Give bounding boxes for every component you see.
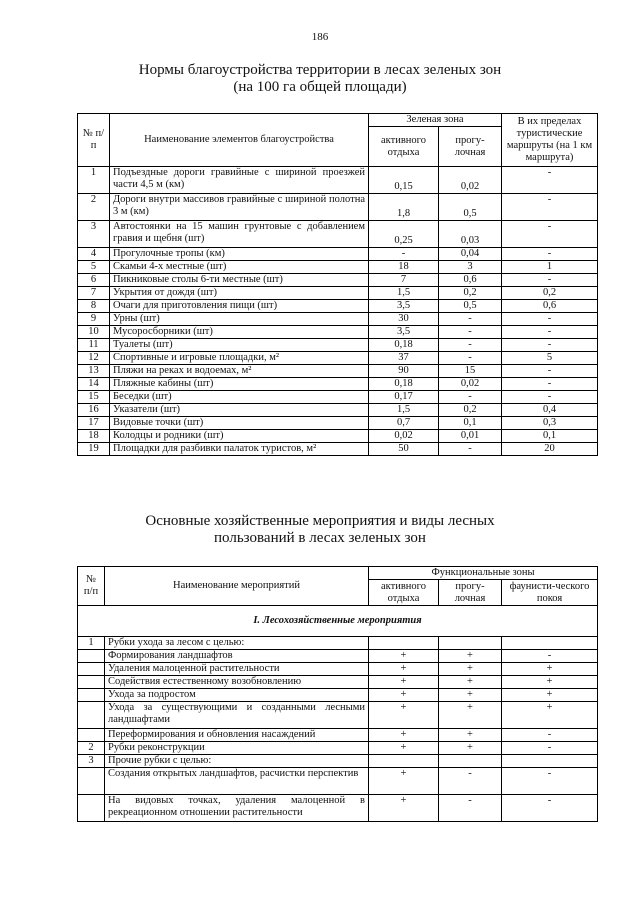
table-row: [78, 637, 598, 650]
table-row: [78, 702, 598, 729]
value-active-rest: 30: [369, 313, 439, 326]
value-active-rest: +: [369, 768, 439, 795]
row-number: 1: [78, 637, 105, 650]
row-number: [78, 676, 105, 689]
row-number: 15: [78, 391, 110, 404]
row-name: Туалеты (шт): [110, 339, 369, 352]
value-walking: +: [439, 663, 502, 676]
value-walking: 3: [439, 261, 502, 274]
table2-header-name: Наименование мероприятий: [105, 567, 369, 606]
value-active-rest: [369, 755, 439, 768]
row-name: Указатели (шт): [110, 404, 369, 417]
value-tourist-route: -: [502, 391, 598, 404]
value-active-rest: 0,02: [369, 430, 439, 443]
value-walking: +: [439, 702, 502, 729]
value-tourist-route: -: [502, 313, 598, 326]
row-number: [78, 768, 105, 795]
value-walking: -: [439, 443, 502, 456]
row-name: Беседки (шт): [110, 391, 369, 404]
table-row: [78, 300, 598, 313]
table-row: [78, 663, 598, 676]
value-fauna-rest: -: [502, 729, 598, 742]
value-active-rest: +: [369, 742, 439, 755]
value-tourist-route: -: [502, 248, 598, 261]
value-active-rest: 1,5: [369, 404, 439, 417]
value-walking: 0,02: [439, 167, 502, 194]
row-name: Скамьи 4-х местные (шт): [110, 261, 369, 274]
row-name: Удаления малоценной растительности: [105, 663, 369, 676]
value-walking: +: [439, 729, 502, 742]
value-walking: 0,1: [439, 417, 502, 430]
value-active-rest: +: [369, 702, 439, 729]
value-walking: 0,04: [439, 248, 502, 261]
row-name: Спортивные и игровые площадки, м²: [110, 352, 369, 365]
value-tourist-route: -: [502, 167, 598, 194]
value-walking: 0,01: [439, 430, 502, 443]
value-tourist-route: -: [502, 274, 598, 287]
row-name: Прогулочные тропы (км): [110, 248, 369, 261]
row-name: Автостоянки на 15 машин грунтовые с добавлением гравия и щебня (шт): [110, 221, 369, 248]
value-tourist-route: 5: [502, 352, 598, 365]
table1-title-line1: Нормы благоустройства территории в лесах зеленых зон: [138, 62, 502, 78]
row-number: [78, 795, 105, 822]
value-fauna-rest: +: [502, 676, 598, 689]
value-active-rest: 1,8: [369, 194, 439, 221]
value-fauna-rest: [502, 637, 598, 650]
row-name: Содействия естественному возобновлению: [105, 676, 369, 689]
table2-title-line1: Основные хозяйственные мероприятия и виды лесных: [145, 513, 495, 529]
value-tourist-route: -: [502, 221, 598, 248]
amenities-norms-table: [77, 113, 598, 456]
row-name: На видовых точках, удаления малоценной в рекреационном отношении растительности: [105, 795, 369, 822]
table1-header-walking: прогу-лочная: [439, 127, 502, 167]
table2-header-active: активного отдыха: [369, 580, 439, 606]
table-row: [78, 430, 598, 443]
value-active-rest: -: [369, 248, 439, 261]
row-number: 10: [78, 326, 110, 339]
table2-header-num: № п/п: [78, 567, 105, 606]
value-walking: -: [439, 313, 502, 326]
value-tourist-route: -: [502, 194, 598, 221]
row-name: Видовые точки (шт): [110, 417, 369, 430]
table-row: [78, 261, 598, 274]
value-active-rest: 0,15: [369, 167, 439, 194]
row-number: 2: [78, 194, 110, 221]
value-active-rest: 37: [369, 352, 439, 365]
row-number: 1: [78, 167, 110, 194]
row-number: 6: [78, 274, 110, 287]
value-active-rest: +: [369, 663, 439, 676]
row-name: Очаги для приготовления пищи (шт): [110, 300, 369, 313]
value-walking: -: [439, 352, 502, 365]
value-active-rest: 0,25: [369, 221, 439, 248]
value-active-rest: +: [369, 676, 439, 689]
table2-section-title: I. Лесохозяйственные мероприятия: [78, 606, 598, 637]
value-tourist-route: 20: [502, 443, 598, 456]
table2-header-functional-zones: Функциональные зоны: [369, 567, 598, 580]
value-walking: 0,2: [439, 287, 502, 300]
value-active-rest: 7: [369, 274, 439, 287]
value-tourist-route: -: [502, 378, 598, 391]
table-row: [78, 689, 598, 702]
row-name: Мусоросборники (шт): [110, 326, 369, 339]
row-number: 16: [78, 404, 110, 417]
value-active-rest: 18: [369, 261, 439, 274]
value-active-rest: 1,5: [369, 287, 439, 300]
table-row: [78, 248, 598, 261]
row-name: Пляжи на реках и водоемах, м²: [110, 365, 369, 378]
value-tourist-route: 0,1: [502, 430, 598, 443]
value-fauna-rest: +: [502, 702, 598, 729]
value-walking: 0,5: [439, 194, 502, 221]
table-row: [78, 365, 598, 378]
row-name: Урны (шт): [110, 313, 369, 326]
table-row: [78, 404, 598, 417]
value-active-rest: 0,17: [369, 391, 439, 404]
value-walking: -: [439, 795, 502, 822]
row-name: Переформирования и обновления насаждений: [105, 729, 369, 742]
value-tourist-route: 0,2: [502, 287, 598, 300]
value-walking: -: [439, 391, 502, 404]
value-walking: +: [439, 742, 502, 755]
table-row: [78, 167, 598, 194]
table2-title-line2: пользований в лесах зеленых зон: [214, 530, 426, 546]
table1-header-green-zone: Зеленая зона: [369, 114, 502, 127]
value-active-rest: 0,18: [369, 378, 439, 391]
table1-header-active: активного отдыха: [369, 127, 439, 167]
table1-header-tourist: В их пределах туристические маршруты (на 1 км маршрута): [502, 114, 598, 167]
row-number: 4: [78, 248, 110, 261]
value-active-rest: +: [369, 729, 439, 742]
value-active-rest: 3,5: [369, 326, 439, 339]
value-tourist-route: 1: [502, 261, 598, 274]
table-row: [78, 443, 598, 456]
value-fauna-rest: -: [502, 768, 598, 795]
forest-measures-table: [77, 566, 598, 822]
row-number: 17: [78, 417, 110, 430]
table2-header-walking: прогу-лочная: [439, 580, 502, 606]
row-number: 14: [78, 378, 110, 391]
row-number: 19: [78, 443, 110, 456]
row-name: Ухода за подростом: [105, 689, 369, 702]
value-walking: 0,2: [439, 404, 502, 417]
value-active-rest: 90: [369, 365, 439, 378]
table-row: [78, 313, 598, 326]
table-row: [78, 391, 598, 404]
row-number: 11: [78, 339, 110, 352]
row-number: 8: [78, 300, 110, 313]
table-row: [78, 676, 598, 689]
row-number: [78, 729, 105, 742]
value-fauna-rest: +: [502, 663, 598, 676]
value-tourist-route: 0,4: [502, 404, 598, 417]
value-walking: [439, 755, 502, 768]
row-name: Ухода за существующими и созданными лесными ландшафтами: [105, 702, 369, 729]
table-row: [78, 352, 598, 365]
value-active-rest: +: [369, 689, 439, 702]
row-name: Формирования ландшафтов: [105, 650, 369, 663]
value-active-rest: 3,5: [369, 300, 439, 313]
table-row: [78, 221, 598, 248]
table-row: [78, 339, 598, 352]
value-active-rest: +: [369, 650, 439, 663]
row-name: Пикниковые столы 6-ти местные (шт): [110, 274, 369, 287]
value-tourist-route: -: [502, 365, 598, 378]
row-number: 3: [78, 221, 110, 248]
row-name: Рубки ухода за лесом с целью:: [105, 637, 369, 650]
value-walking: +: [439, 650, 502, 663]
value-fauna-rest: -: [502, 742, 598, 755]
value-walking: +: [439, 689, 502, 702]
value-walking: [439, 637, 502, 650]
table-row: [78, 755, 598, 768]
row-number: [78, 702, 105, 729]
table1-header-num: № п/п: [78, 114, 110, 167]
table2-title: [0, 513, 640, 547]
value-tourist-route: 0,3: [502, 417, 598, 430]
row-name: Дороги внутри массивов гравийные с шириной полотна 3 м (км): [110, 194, 369, 221]
value-walking: 0,03: [439, 221, 502, 248]
value-walking: 0,6: [439, 274, 502, 287]
value-fauna-rest: [502, 755, 598, 768]
value-walking: 0,02: [439, 378, 502, 391]
value-walking: -: [439, 326, 502, 339]
row-number: 18: [78, 430, 110, 443]
value-active-rest: [369, 637, 439, 650]
row-name: Площадки для разбивки палаток туристов, м²: [110, 443, 369, 456]
table1-title-line2: (на 100 га общей площади): [233, 79, 407, 95]
value-active-rest: +: [369, 795, 439, 822]
value-walking: 15: [439, 365, 502, 378]
table-row: [78, 729, 598, 742]
row-name: Рубки реконструкции: [105, 742, 369, 755]
value-tourist-route: 0,6: [502, 300, 598, 313]
row-number: [78, 689, 105, 702]
value-walking: -: [439, 339, 502, 352]
row-number: [78, 663, 105, 676]
table-row: [78, 795, 598, 822]
value-fauna-rest: +: [502, 689, 598, 702]
row-number: 2: [78, 742, 105, 755]
value-walking: +: [439, 676, 502, 689]
value-walking: 0,5: [439, 300, 502, 313]
value-tourist-route: -: [502, 326, 598, 339]
table2-header-fauna: фаунисти-ческого покоя: [502, 580, 598, 606]
row-number: 7: [78, 287, 110, 300]
value-active-rest: 0,7: [369, 417, 439, 430]
value-active-rest: 50: [369, 443, 439, 456]
value-active-rest: 0,18: [369, 339, 439, 352]
row-number: [78, 650, 105, 663]
value-tourist-route: -: [502, 339, 598, 352]
table1-header-name: Наименование элементов благоустройства: [110, 114, 369, 167]
row-name: Пляжные кабины (шт): [110, 378, 369, 391]
row-name: Прочие рубки с целью:: [105, 755, 369, 768]
table1-title: [0, 62, 640, 96]
page-number: 186: [311, 31, 329, 43]
row-name: Укрытия от дождя (шт): [110, 287, 369, 300]
value-fauna-rest: -: [502, 795, 598, 822]
table-row: [78, 742, 598, 755]
row-name: Колодцы и родники (шт): [110, 430, 369, 443]
table-row: [78, 417, 598, 430]
row-number: 3: [78, 755, 105, 768]
table-row: [78, 378, 598, 391]
table-row: [78, 326, 598, 339]
row-name: Подъездные дороги гравийные с шириной проезжей части 4,5 м (км): [110, 167, 369, 194]
row-number: 9: [78, 313, 110, 326]
value-walking: -: [439, 768, 502, 795]
row-name: Создания открытых ландшафтов, расчистки перспектив: [105, 768, 369, 795]
row-number: 5: [78, 261, 110, 274]
value-fauna-rest: -: [502, 650, 598, 663]
table-row: [78, 194, 598, 221]
row-number: 13: [78, 365, 110, 378]
table-row: [78, 274, 598, 287]
table-row: [78, 768, 598, 795]
table-row: [78, 287, 598, 300]
row-number: 12: [78, 352, 110, 365]
table-row: [78, 650, 598, 663]
